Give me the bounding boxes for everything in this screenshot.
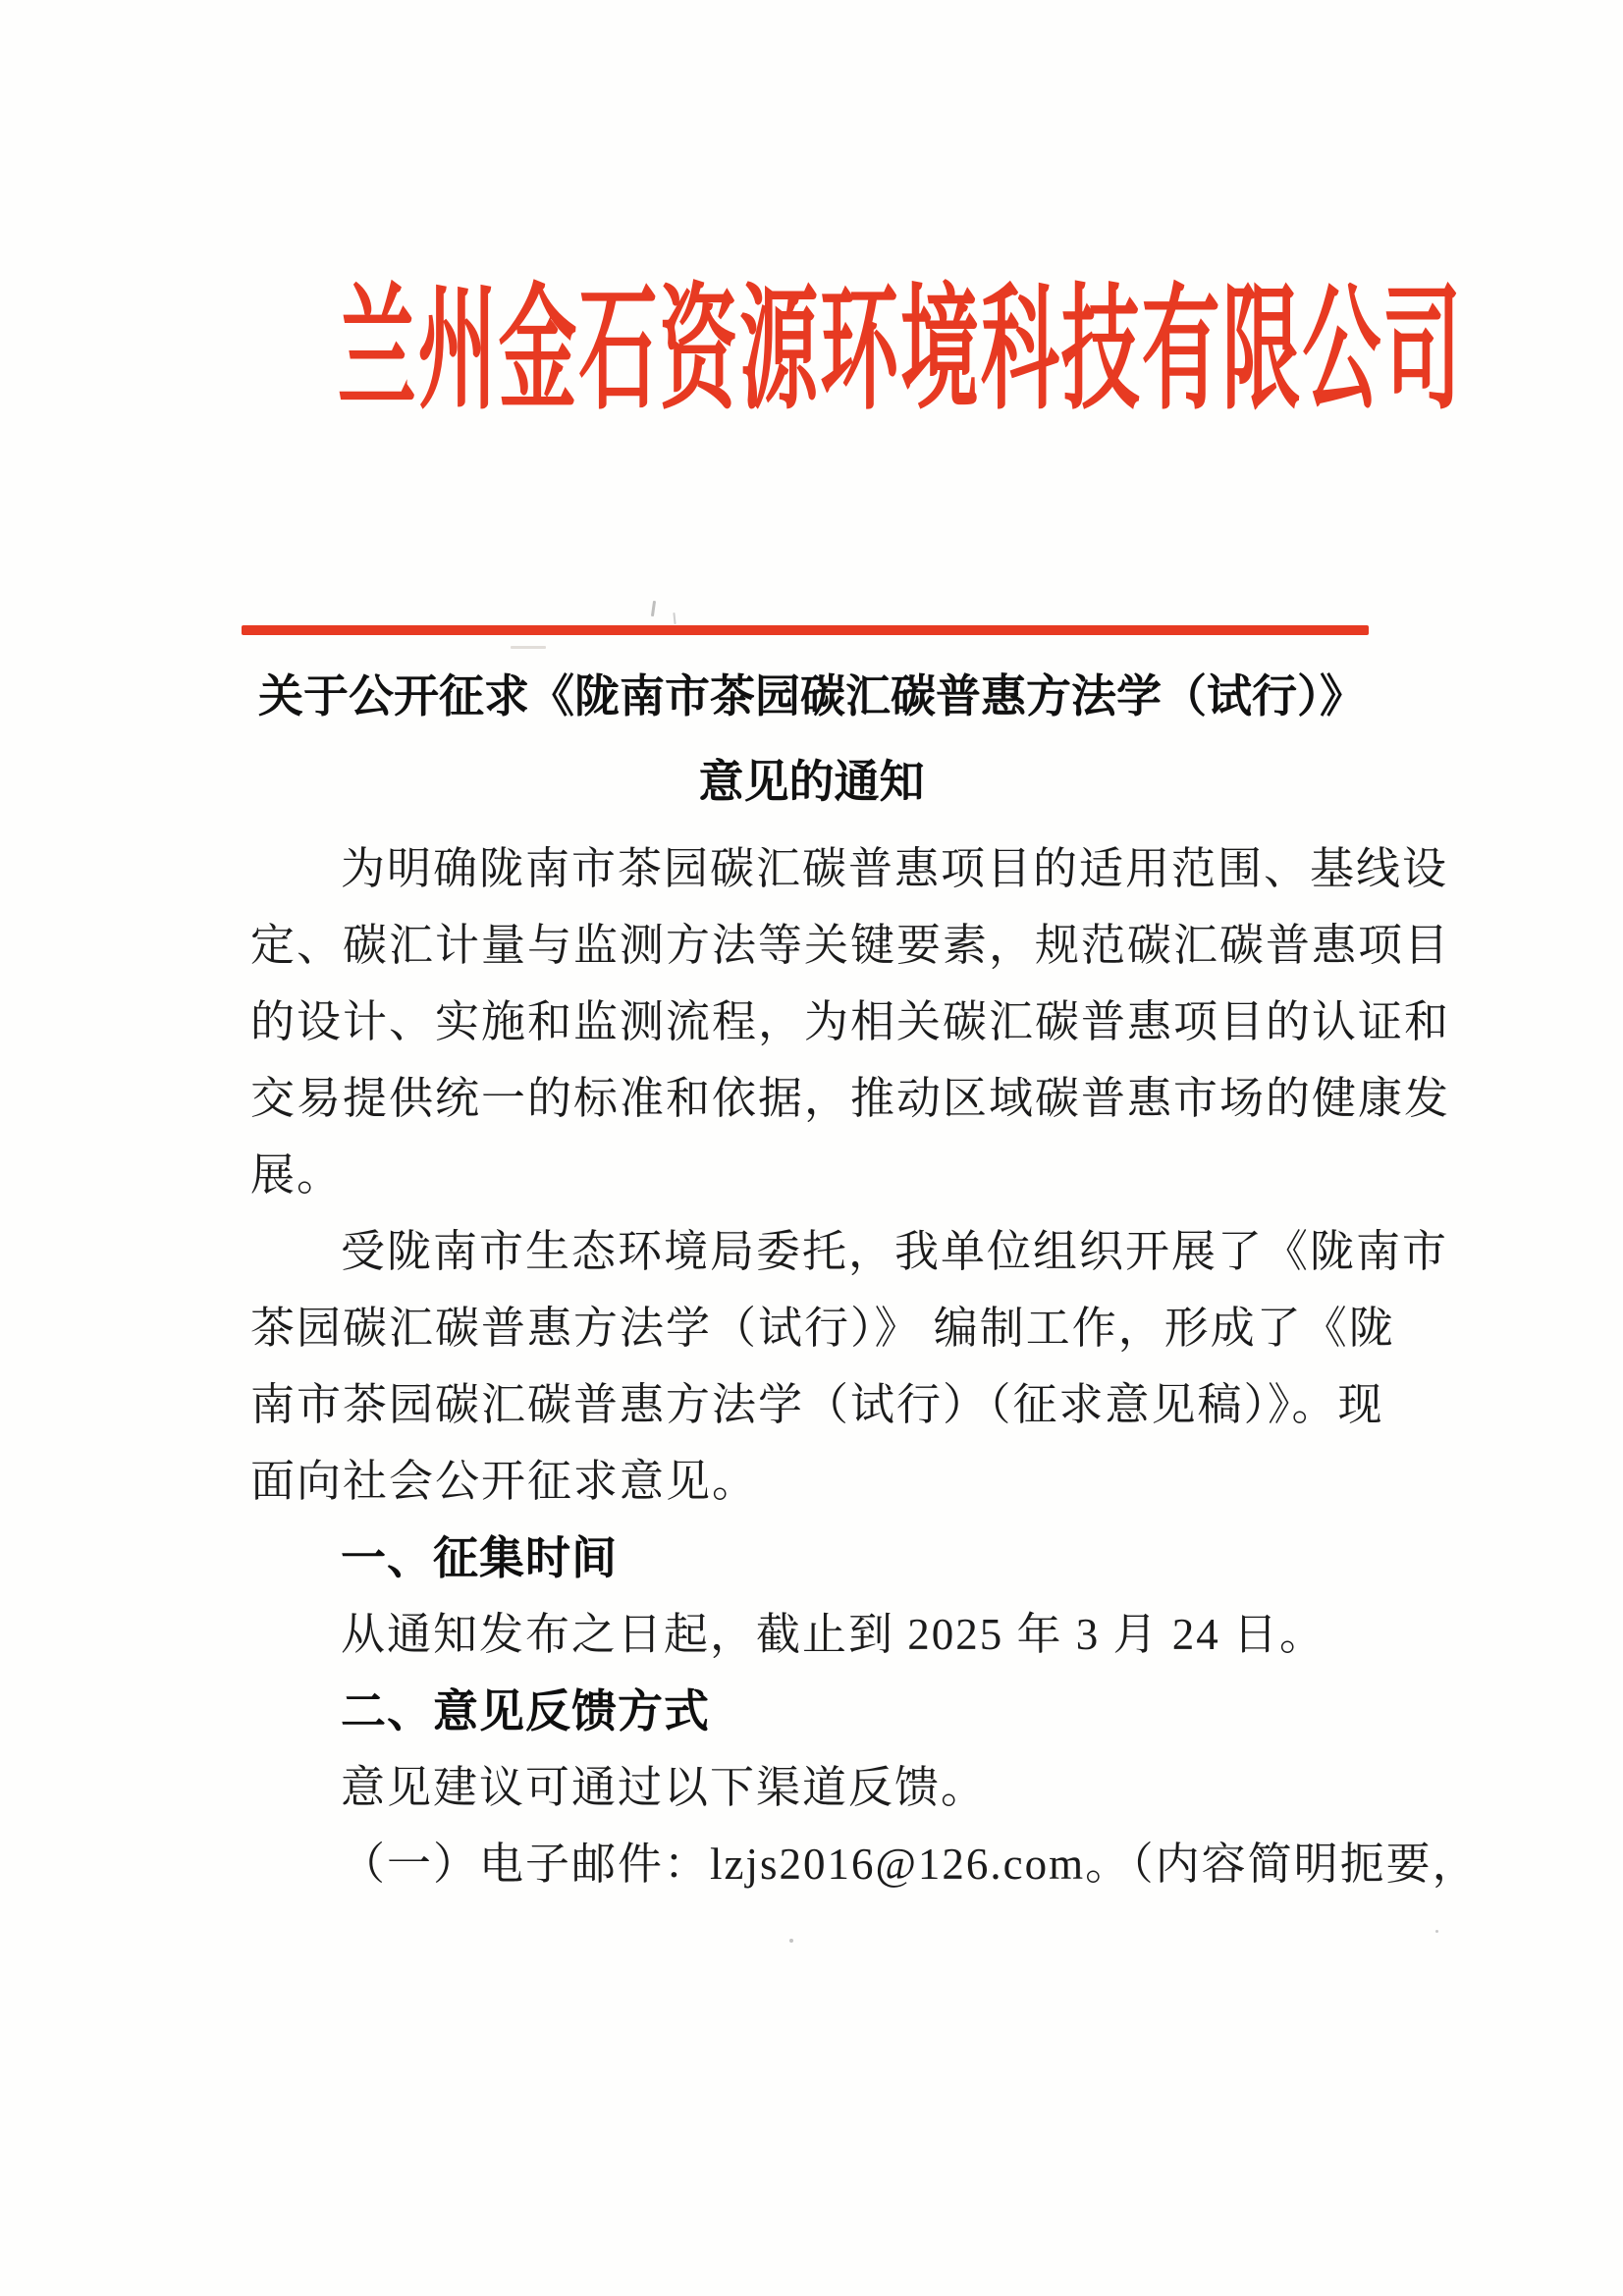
body-text-line: 定、碳汇计量与监测方法等关键要素，规范碳汇碳普惠项目	[250, 921, 1451, 970]
scan-speck	[511, 646, 546, 649]
body-text-line: 从通知发布之日起，截止到 2025 年 3 月 24 日。	[341, 1610, 1326, 1659]
scan-speck	[651, 601, 656, 616]
section-heading-collection-time: 一、征集时间	[341, 1532, 618, 1583]
scan-speck	[673, 613, 676, 624]
notice-title	[0, 654, 1623, 825]
body-text-line: 意见建议可通过以下渠道反馈。	[341, 1763, 988, 1812]
company-name-text: 兰州金石资源环境科技有限公司	[337, 275, 1464, 426]
notice-body	[250, 830, 1479, 1902]
body-text-line: 受陇南市生态环境局委托，我单位组织开展了《陇南市	[341, 1227, 1449, 1276]
scan-speck	[789, 1939, 793, 1943]
body-text-line: 面向社会公开征求意见。	[250, 1457, 759, 1506]
company-letterhead	[0, 275, 1623, 426]
body-text-line-email: （一）电子邮件：lzjs2016@126.com。（内容简明扼要，	[341, 1840, 1479, 1889]
scan-speck	[1435, 1930, 1438, 1933]
body-text-line: 的设计、实施和监测流程，为相关碳汇碳普惠项目的认证和	[250, 997, 1451, 1046]
body-text-line: 为明确陇南市茶园碳汇碳普惠项目的适用范围、基线设	[341, 844, 1449, 893]
section-heading-feedback-method: 二、意见反馈方式	[341, 1685, 710, 1736]
letterhead-divider-line	[242, 625, 1369, 635]
body-text-line: 交易提供统一的标准和依据，推动区域碳普惠市场的健康发	[250, 1074, 1451, 1123]
notice-title-line1: 关于公开征求《陇南市茶园碳汇碳普惠方法学（试行）》	[258, 671, 1365, 721]
notice-title-line2: 意见的通知	[698, 757, 925, 807]
body-text-line: 南市茶园碳汇碳普惠方法学（试行）（征求意见稿）》。现	[250, 1380, 1384, 1429]
body-text-line: 展。	[250, 1150, 344, 1200]
body-text-line: 茶园碳汇碳普惠方法学（试行）》 编制工作，形成了《陇	[250, 1304, 1395, 1353]
